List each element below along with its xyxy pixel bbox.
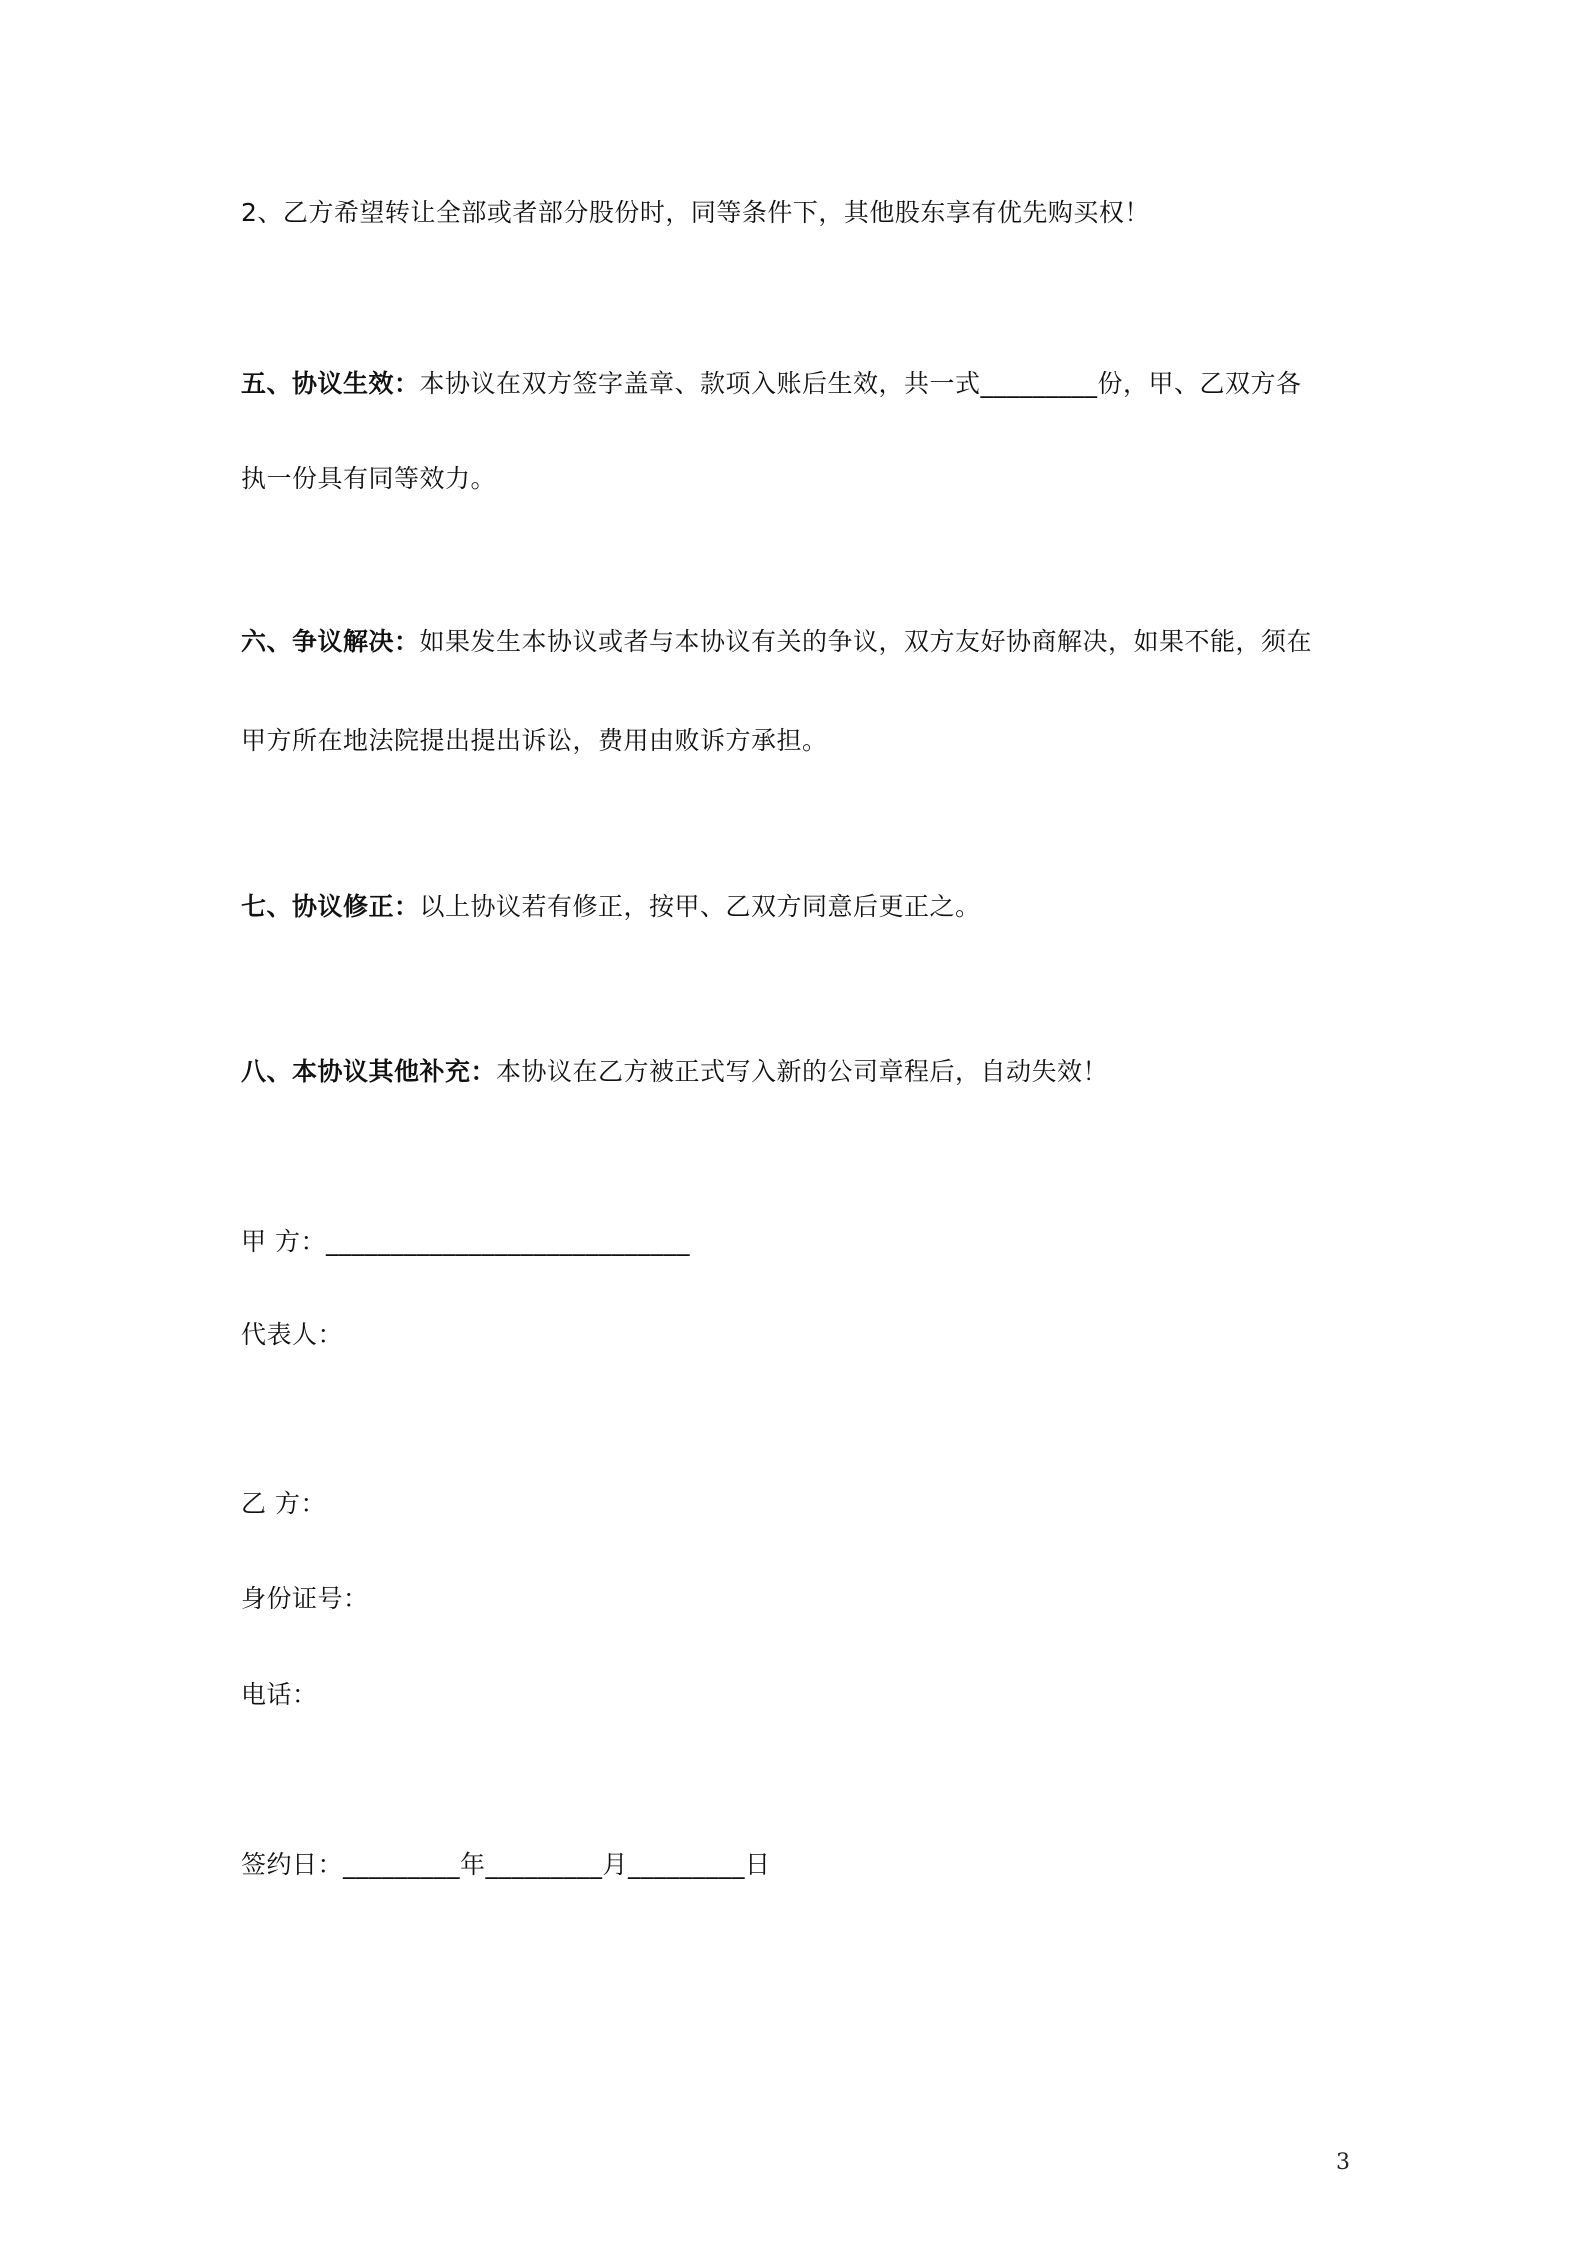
party-b-field: 乙 方： [241,1489,326,1518]
clause-7 [241,890,981,924]
clause-5-line-1 [241,367,1302,401]
id-number-field: 身份证号： [241,1584,369,1613]
phone-field: 电话： [241,1680,318,1709]
clause-5-text: 本协议在双方签字盖章、款项入账后生效，共一式_________份，甲、乙双方各 [419,369,1302,398]
clause-7-heading: 七、协议修正： [241,892,420,921]
clause-8-text: 本协议在乙方被正式写入新的公司章程后，自动失效！ [496,1057,1109,1086]
clause-4-item-2: 2、乙方希望转让全部或者部分股份时，同等条件下，其他股东享有优先购买权！ [241,198,1150,227]
clause-8-heading: 八、本协议其他补充： [241,1057,497,1086]
clause-5-line-2: 执一份具有同等效力。 [241,464,497,493]
clause-6-heading: 六、争议解决： [241,627,420,656]
clause-6-text: 如果发生本协议或者与本协议有关的争议，双方友好协商解决，如果不能，须在 [419,627,1313,656]
party-a-field: 甲 方：____________________________ [241,1227,690,1256]
clause-6-line-1 [241,625,1312,659]
sign-date-field: 签约日：_________年_________月_________日 [241,1850,771,1879]
clause-7-text: 以上协议若有修正，按甲、乙双方同意后更正之。 [419,892,981,921]
clause-6-line-2: 甲方所在地法院提出提出诉讼，费用由败诉方承担。 [241,726,828,755]
page-number: 3 [1336,2150,1351,2175]
clause-8 [241,1055,1108,1089]
clause-5-heading: 五、协议生效： [241,369,420,398]
representative-field: 代表人： [241,1320,344,1349]
